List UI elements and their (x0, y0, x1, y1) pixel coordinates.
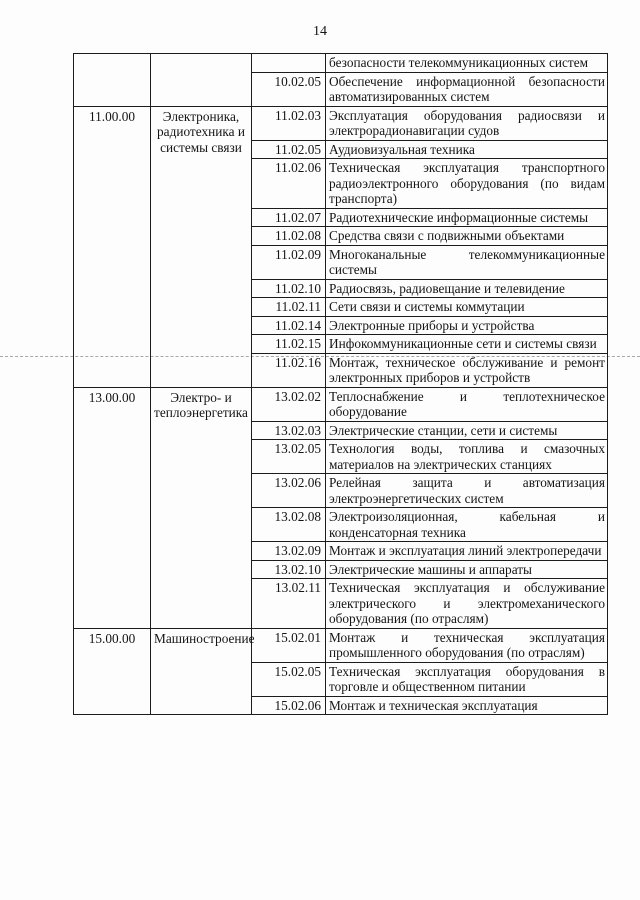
specialty-code-cell: 13.02.03 (252, 421, 326, 440)
specialty-code-cell: 10.02.05 (252, 72, 326, 106)
group-code-cell: 11.00.00 (74, 106, 151, 387)
specialty-code-cell: 13.02.08 (252, 508, 326, 542)
specialty-code-cell: 11.02.03 (252, 106, 326, 140)
specialty-code-cell: 11.02.10 (252, 279, 326, 298)
group-code-cell: 13.00.00 (74, 387, 151, 628)
specialties-table-body (74, 54, 608, 715)
table-row (74, 106, 608, 140)
specialty-code-cell: 11.02.09 (252, 245, 326, 279)
group-name-cell: Машиностроение (151, 628, 252, 715)
table-row (74, 387, 608, 421)
group-code-cell (74, 54, 151, 107)
specialty-name-cell: Монтаж и техническая эксплуатация (326, 696, 608, 715)
specialty-name-cell: Радиосвязь, радиовещание и телевидение (326, 279, 608, 298)
specialty-name-cell: Эксплуатация оборудования радиосвязи и электрорадионавигации судов (326, 106, 608, 140)
specialty-code-cell: 13.02.05 (252, 440, 326, 474)
specialty-code-cell: 13.02.11 (252, 579, 326, 629)
specialties-table (73, 53, 608, 715)
specialty-code-cell: 11.02.07 (252, 208, 326, 227)
specialty-code-cell: 11.02.11 (252, 298, 326, 317)
specialty-name-cell: Теплоснабжение и теплотехническое оборудование (326, 387, 608, 421)
specialty-name-cell: Монтаж и техническая эксплуатация промышленного оборудования (по отраслям) (326, 628, 608, 662)
specialty-name-cell: Релейная защита и автоматизация электроэнергетических систем (326, 474, 608, 508)
specialty-name-cell: Радиотехнические информационные системы (326, 208, 608, 227)
table-row (74, 54, 608, 73)
group-name-cell (151, 54, 252, 107)
specialty-name-cell: Инфокоммуникационные сети и системы связи (326, 335, 608, 354)
specialty-code-cell: 13.02.09 (252, 542, 326, 561)
specialty-name-cell: Многоканальные телекоммуникационные системы (326, 245, 608, 279)
specialty-name-cell: Техническая эксплуатация и обслуживание электрического и электромеханического оборудования (по отраслям) (326, 579, 608, 629)
specialty-code-cell: 13.02.06 (252, 474, 326, 508)
specialty-code-cell: 11.02.15 (252, 335, 326, 354)
specialty-code-cell: 11.02.06 (252, 159, 326, 209)
specialty-code-cell: 15.02.05 (252, 662, 326, 696)
group-name-cell: Электро- и теплоэнергетика (151, 387, 252, 628)
specialty-name-cell: Сети связи и системы коммутации (326, 298, 608, 317)
specialty-code-cell: 15.02.01 (252, 628, 326, 662)
specialty-code-cell: 11.02.16 (252, 353, 326, 387)
specialty-name-cell: Монтаж и эксплуатация линий электропередачи (326, 542, 608, 561)
specialty-name-cell: Электроизоляционная, кабельная и конденсаторная техника (326, 508, 608, 542)
group-name-cell: Электроника, радиотехника и системы связи (151, 106, 252, 387)
specialty-name-cell: Электрические станции, сети и системы (326, 421, 608, 440)
specialty-code-cell: 11.02.05 (252, 140, 326, 159)
specialty-name-cell: Технология воды, топлива и смазочных материалов на электрических станциях (326, 440, 608, 474)
specialty-name-cell: Средства связи с подвижными объектами (326, 227, 608, 246)
specialty-code-cell: 15.02.06 (252, 696, 326, 715)
specialty-name-cell: Техническая эксплуатация транспортного радиоэлектронного оборудования (по видам транспорта) (326, 159, 608, 209)
specialty-code-cell: 13.02.10 (252, 560, 326, 579)
specialty-name-cell: Монтаж, техническое обслуживание и ремонт электронных приборов и устройств (326, 353, 608, 387)
specialty-code-cell (252, 54, 326, 73)
page-number: 14 (313, 24, 327, 39)
specialty-name-cell: Обеспечение информационной безопасности автоматизированных систем (326, 72, 608, 106)
table-row (74, 628, 608, 662)
specialty-name-cell: безопасности телекоммуникационных систем (326, 54, 608, 73)
specialty-name-cell: Техническая эксплуатация оборудования в торговле и общественном питании (326, 662, 608, 696)
specialty-name-cell: Аудиовизуальная техника (326, 140, 608, 159)
specialty-code-cell: 11.02.08 (252, 227, 326, 246)
specialty-name-cell: Электрические машины и аппараты (326, 560, 608, 579)
specialty-name-cell: Электронные приборы и устройства (326, 316, 608, 335)
specialty-code-cell: 11.02.14 (252, 316, 326, 335)
specialty-code-cell: 13.02.02 (252, 387, 326, 421)
group-code-cell: 15.00.00 (74, 628, 151, 715)
